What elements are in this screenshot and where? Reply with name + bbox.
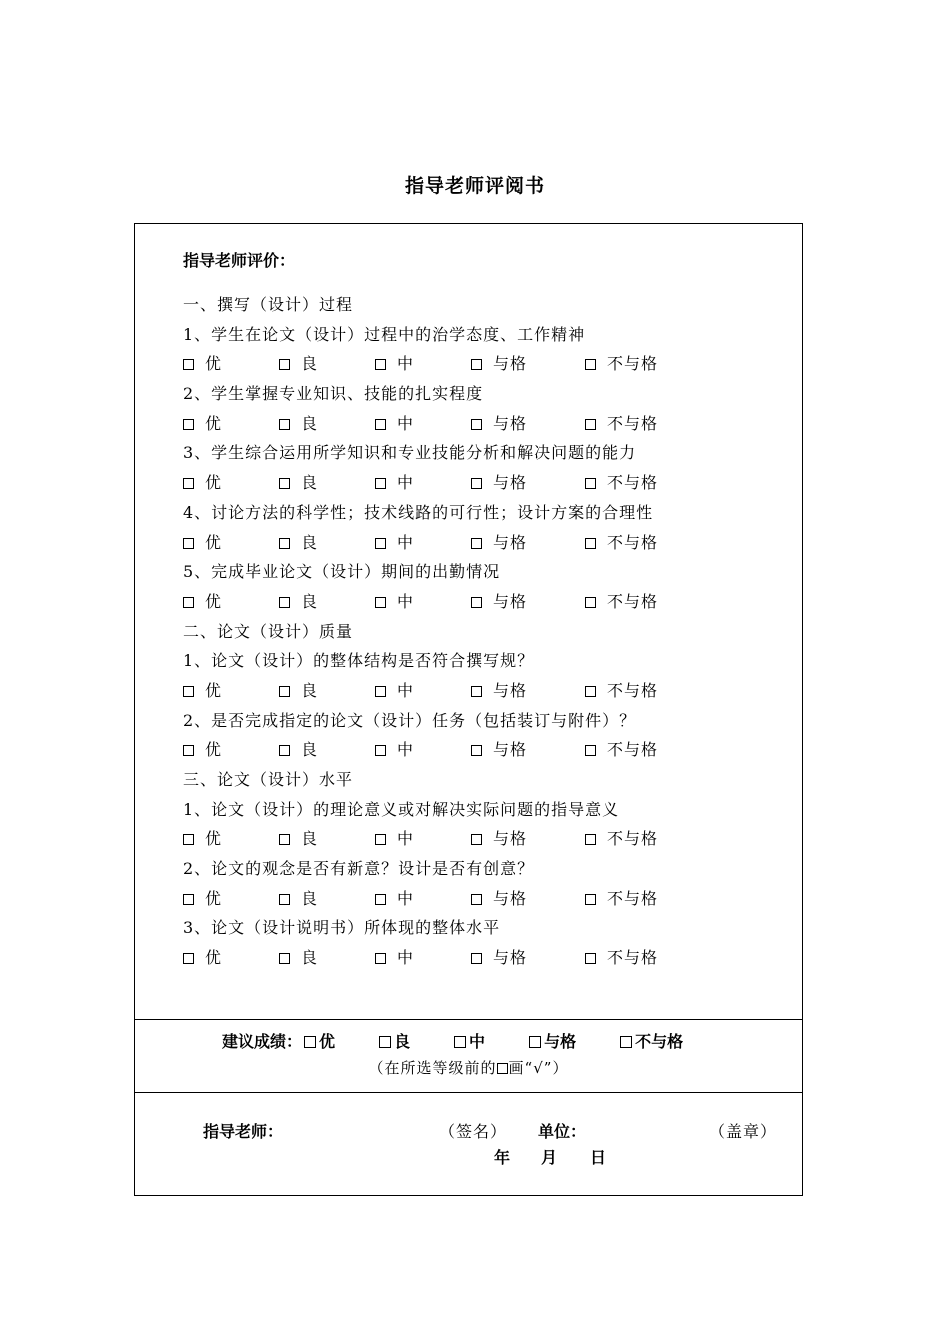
rating-option[interactable] [279,735,318,765]
rating-option[interactable] [585,735,658,765]
checkbox-icon[interactable] [585,359,596,370]
rating-option[interactable] [585,676,658,706]
checkbox-icon[interactable] [279,745,290,756]
checkbox-icon[interactable] [375,419,386,430]
rating-option-label: 优 [205,680,223,700]
grade-option-label: 良 [394,1032,411,1051]
rating-option-label: 与格 [493,591,528,611]
rating-option[interactable] [183,824,222,854]
rating-option-label: 优 [205,591,223,611]
rating-option[interactable] [585,349,658,379]
checkbox-icon[interactable] [375,953,386,964]
rating-option-label: 不与格 [607,532,659,552]
checkbox-icon[interactable] [279,953,290,964]
rating-option-label: 与格 [493,413,528,433]
rating-option[interactable] [279,468,318,498]
rating-option-label: 优 [205,829,223,849]
checkbox-icon[interactable] [183,538,194,549]
grade-option-label: 与格 [544,1032,577,1051]
rating-option-label: 中 [397,829,415,849]
checkbox-icon[interactable] [471,478,482,489]
rating-option[interactable] [471,824,527,854]
checkbox-icon[interactable] [183,953,194,964]
rating-option[interactable] [375,349,414,379]
rating-option-label: 良 [301,680,319,700]
grade-option[interactable] [529,1031,576,1053]
rating-option-label: 优 [205,354,223,374]
rating-option-label: 优 [205,888,223,908]
date-year-label: 年 [494,1148,511,1167]
rating-option[interactable] [183,676,222,706]
rating-option[interactable] [471,349,527,379]
rating-row [183,943,783,973]
rating-option[interactable] [375,409,414,439]
rating-option[interactable] [471,943,527,973]
criterion-text: 3、论文（设计说明书）所体现的整体水平 [183,918,501,938]
rating-option[interactable] [279,824,318,854]
rating-row [183,468,783,498]
criterion-text: 3、学生综合运用所学知识和专业技能分析和解决问题的能力 [183,443,637,463]
rating-option[interactable] [585,824,658,854]
grade-option[interactable] [620,1031,683,1053]
checkbox-icon[interactable] [279,894,290,905]
checkbox-icon[interactable] [183,894,194,905]
rating-option[interactable] [585,409,658,439]
checkbox-icon[interactable] [585,419,596,430]
rating-option-label: 中 [397,888,415,908]
rating-option-label: 不与格 [607,680,659,700]
checkbox-icon[interactable] [471,894,482,905]
rating-option-label: 良 [301,948,319,968]
rating-option[interactable] [585,943,658,973]
checkbox-icon[interactable] [471,538,482,549]
rating-option[interactable] [585,884,658,914]
checkbox-icon[interactable] [471,745,482,756]
rating-option-label: 与格 [493,948,528,968]
rating-option-label: 与格 [493,532,528,552]
rating-option[interactable] [279,587,318,617]
checkbox-icon[interactable] [375,894,386,905]
rating-row [183,735,783,765]
rating-option[interactable] [471,528,527,558]
rating-option-label: 良 [301,591,319,611]
checkbox-icon[interactable] [279,538,290,549]
signature-hint: （签名） [439,1122,508,1141]
grade-option-label: 中 [469,1032,486,1051]
rating-option[interactable] [375,676,414,706]
checkbox-icon[interactable] [183,686,194,697]
date-month-label: 月 [541,1148,558,1167]
grade-option[interactable] [379,1031,410,1053]
rating-option-label: 良 [301,532,319,552]
checkbox-icon[interactable] [279,597,290,608]
rating-option[interactable] [183,349,222,379]
signature-section [135,1094,802,1196]
rating-option-label: 不与格 [607,948,659,968]
rating-option[interactable] [183,409,222,439]
checkbox-icon[interactable] [183,834,194,845]
rating-option-label: 良 [301,413,319,433]
rating-row [183,676,783,706]
rating-option-label: 不与格 [607,473,659,493]
rating-option[interactable] [375,468,414,498]
checkbox-icon[interactable] [304,1036,316,1048]
rating-option[interactable] [471,884,527,914]
rating-option-label: 良 [301,829,319,849]
criterion-text: 1、论文（设计）的整体结构是否符合撰写规？ [183,651,535,671]
rating-option[interactable] [183,587,222,617]
checkbox-icon[interactable] [585,597,596,608]
checkbox-icon[interactable] [375,478,386,489]
rating-option-label: 不与格 [607,888,659,908]
rating-option[interactable] [585,468,658,498]
criterion-text: 1、学生在论文（设计）过程中的治学态度、工作精神 [183,324,586,344]
page-title: 指导老师评阅书 [404,175,545,197]
rating-option-label: 良 [301,354,319,374]
suggested-grade-section [135,1021,802,1091]
checkbox-icon[interactable] [471,597,482,608]
rating-option[interactable] [279,676,318,706]
rating-option[interactable] [279,409,318,439]
checkbox-icon[interactable] [183,597,194,608]
rating-row [183,409,783,439]
grade-option-label: 不与格 [635,1032,684,1051]
unit-label: 单位： [538,1122,587,1141]
checkbox-icon[interactable] [279,834,290,845]
rating-option[interactable] [375,528,414,558]
checkbox-icon[interactable] [183,359,194,370]
criterion-text: 1、论文（设计）的理论意义或对解决实际问题的指导意义 [183,799,620,819]
rating-option[interactable] [279,943,318,973]
rating-option-label: 中 [397,354,415,374]
seal-hint: （盖章） [709,1122,778,1141]
criterion-text: 5、完成毕业论文（设计）期间的出勤情况 [183,562,501,582]
checkbox-icon[interactable] [585,538,596,549]
rating-option-label: 优 [205,948,223,968]
rating-option-label: 中 [397,532,415,552]
divider [135,1092,802,1093]
checkbox-icon[interactable] [375,745,386,756]
rating-option-label: 不与格 [607,829,659,849]
criterion-text: 2、学生掌握专业知识、技能的扎实程度 [183,384,484,404]
rating-row [183,884,783,914]
rating-option-label: 优 [205,413,223,433]
checkbox-icon[interactable] [471,359,482,370]
rating-option[interactable] [279,349,318,379]
rating-option-label: 中 [397,413,415,433]
rating-option-label: 不与格 [607,413,659,433]
rating-option[interactable] [375,824,414,854]
checkbox-icon[interactable] [585,478,596,489]
rating-option-label: 与格 [493,740,528,760]
checkbox-icon[interactable] [585,745,596,756]
rating-option[interactable] [471,735,527,765]
checkbox-icon[interactable] [471,686,482,697]
rating-option[interactable] [375,735,414,765]
checkbox-icon[interactable] [454,1036,466,1048]
rating-option[interactable] [375,587,414,617]
rating-option-label: 不与格 [607,740,659,760]
checkbox-icon[interactable] [529,1036,541,1048]
rating-option-label: 优 [205,740,223,760]
checkbox-icon[interactable] [620,1036,632,1048]
rating-option-label: 与格 [493,473,528,493]
divider [135,1019,802,1020]
criterion-text: 一、撰写（设计）过程 [183,295,354,314]
checkbox-icon[interactable] [379,1036,391,1048]
rating-option[interactable] [183,528,222,558]
checkbox-icon[interactable] [375,834,386,845]
review-form [134,223,803,1196]
checkbox-icon [497,1063,508,1074]
rating-option-label: 优 [205,473,223,493]
criterion-text: 2、论文的观念是否有新意？设计是否有创意？ [183,859,535,879]
criterion-text: 二、论文（设计）质量 [183,621,354,641]
criterion-text: 4、讨论方法的科学性；技术线路的可行性；设计方案的合理性 [183,502,654,522]
rating-option[interactable] [471,676,527,706]
checkbox-icon[interactable] [471,419,482,430]
checkbox-icon[interactable] [183,745,194,756]
checkbox-icon[interactable] [279,419,290,430]
checkbox-icon[interactable] [375,538,386,549]
rating-option[interactable] [279,884,318,914]
checkbox-icon[interactable] [183,478,194,489]
suggested-grade-row [222,1031,683,1053]
rating-row [183,824,783,854]
checkbox-icon[interactable] [585,953,596,964]
rating-option-label: 中 [397,591,415,611]
rating-option[interactable] [471,587,527,617]
rating-option-label: 与格 [493,354,528,374]
checkbox-icon[interactable] [279,359,290,370]
rating-row [183,587,783,617]
rating-option[interactable] [585,528,658,558]
checkbox-icon[interactable] [279,686,290,697]
checkbox-icon[interactable] [585,834,596,845]
suggested-grade-label: 建议成绩： [222,1032,303,1051]
checkbox-icon[interactable] [471,953,482,964]
grade-instruction-prefix: （在所选等级前的 [368,1059,497,1077]
rating-option-label: 与格 [493,829,528,849]
grade-option[interactable] [454,1031,485,1053]
checkbox-icon[interactable] [585,894,596,905]
rating-row [183,349,783,379]
checkbox-icon[interactable] [375,597,386,608]
evaluation-heading: 指导老师评价： [183,251,296,270]
rating-option-label: 不与格 [607,354,659,374]
checkbox-icon[interactable] [471,834,482,845]
rating-row [183,528,783,558]
rating-option-label: 良 [301,888,319,908]
rating-option[interactable] [183,943,222,973]
checkbox-icon[interactable] [375,359,386,370]
rating-option-label: 中 [397,473,415,493]
checkbox-icon[interactable] [279,478,290,489]
rating-option-label: 中 [397,680,415,700]
rating-option[interactable] [183,468,222,498]
evaluation-list [183,290,783,973]
rating-option[interactable] [585,587,658,617]
grade-instruction [135,1057,802,1079]
rating-option-label: 优 [205,532,223,552]
rating-option-label: 中 [397,740,415,760]
rating-option[interactable] [375,884,414,914]
grade-option-label: 优 [319,1032,336,1051]
rating-option[interactable] [471,409,527,439]
checkbox-icon[interactable] [585,686,596,697]
grade-option[interactable] [304,1031,335,1053]
rating-option[interactable] [471,468,527,498]
rating-option[interactable] [375,943,414,973]
rating-option[interactable] [183,735,222,765]
advisor-label: 指导老师： [203,1122,284,1141]
rating-option-label: 不与格 [607,591,659,611]
criterion-text: 三、论文（设计）水平 [183,770,354,789]
checkbox-icon[interactable] [183,419,194,430]
checkbox-icon[interactable] [375,686,386,697]
criterion-text: 2、是否完成指定的论文（设计）任务（包括装订与附件）？ [183,710,637,730]
rating-option-label: 中 [397,948,415,968]
rating-option-label: 与格 [493,888,528,908]
rating-option-label: 与格 [493,680,528,700]
rating-option-label: 良 [301,740,319,760]
date-day-label: 日 [590,1148,607,1167]
rating-option-label: 良 [301,473,319,493]
rating-option[interactable] [183,884,222,914]
grade-instruction-suffix: 画“√”） [508,1059,569,1077]
rating-option[interactable] [279,528,318,558]
